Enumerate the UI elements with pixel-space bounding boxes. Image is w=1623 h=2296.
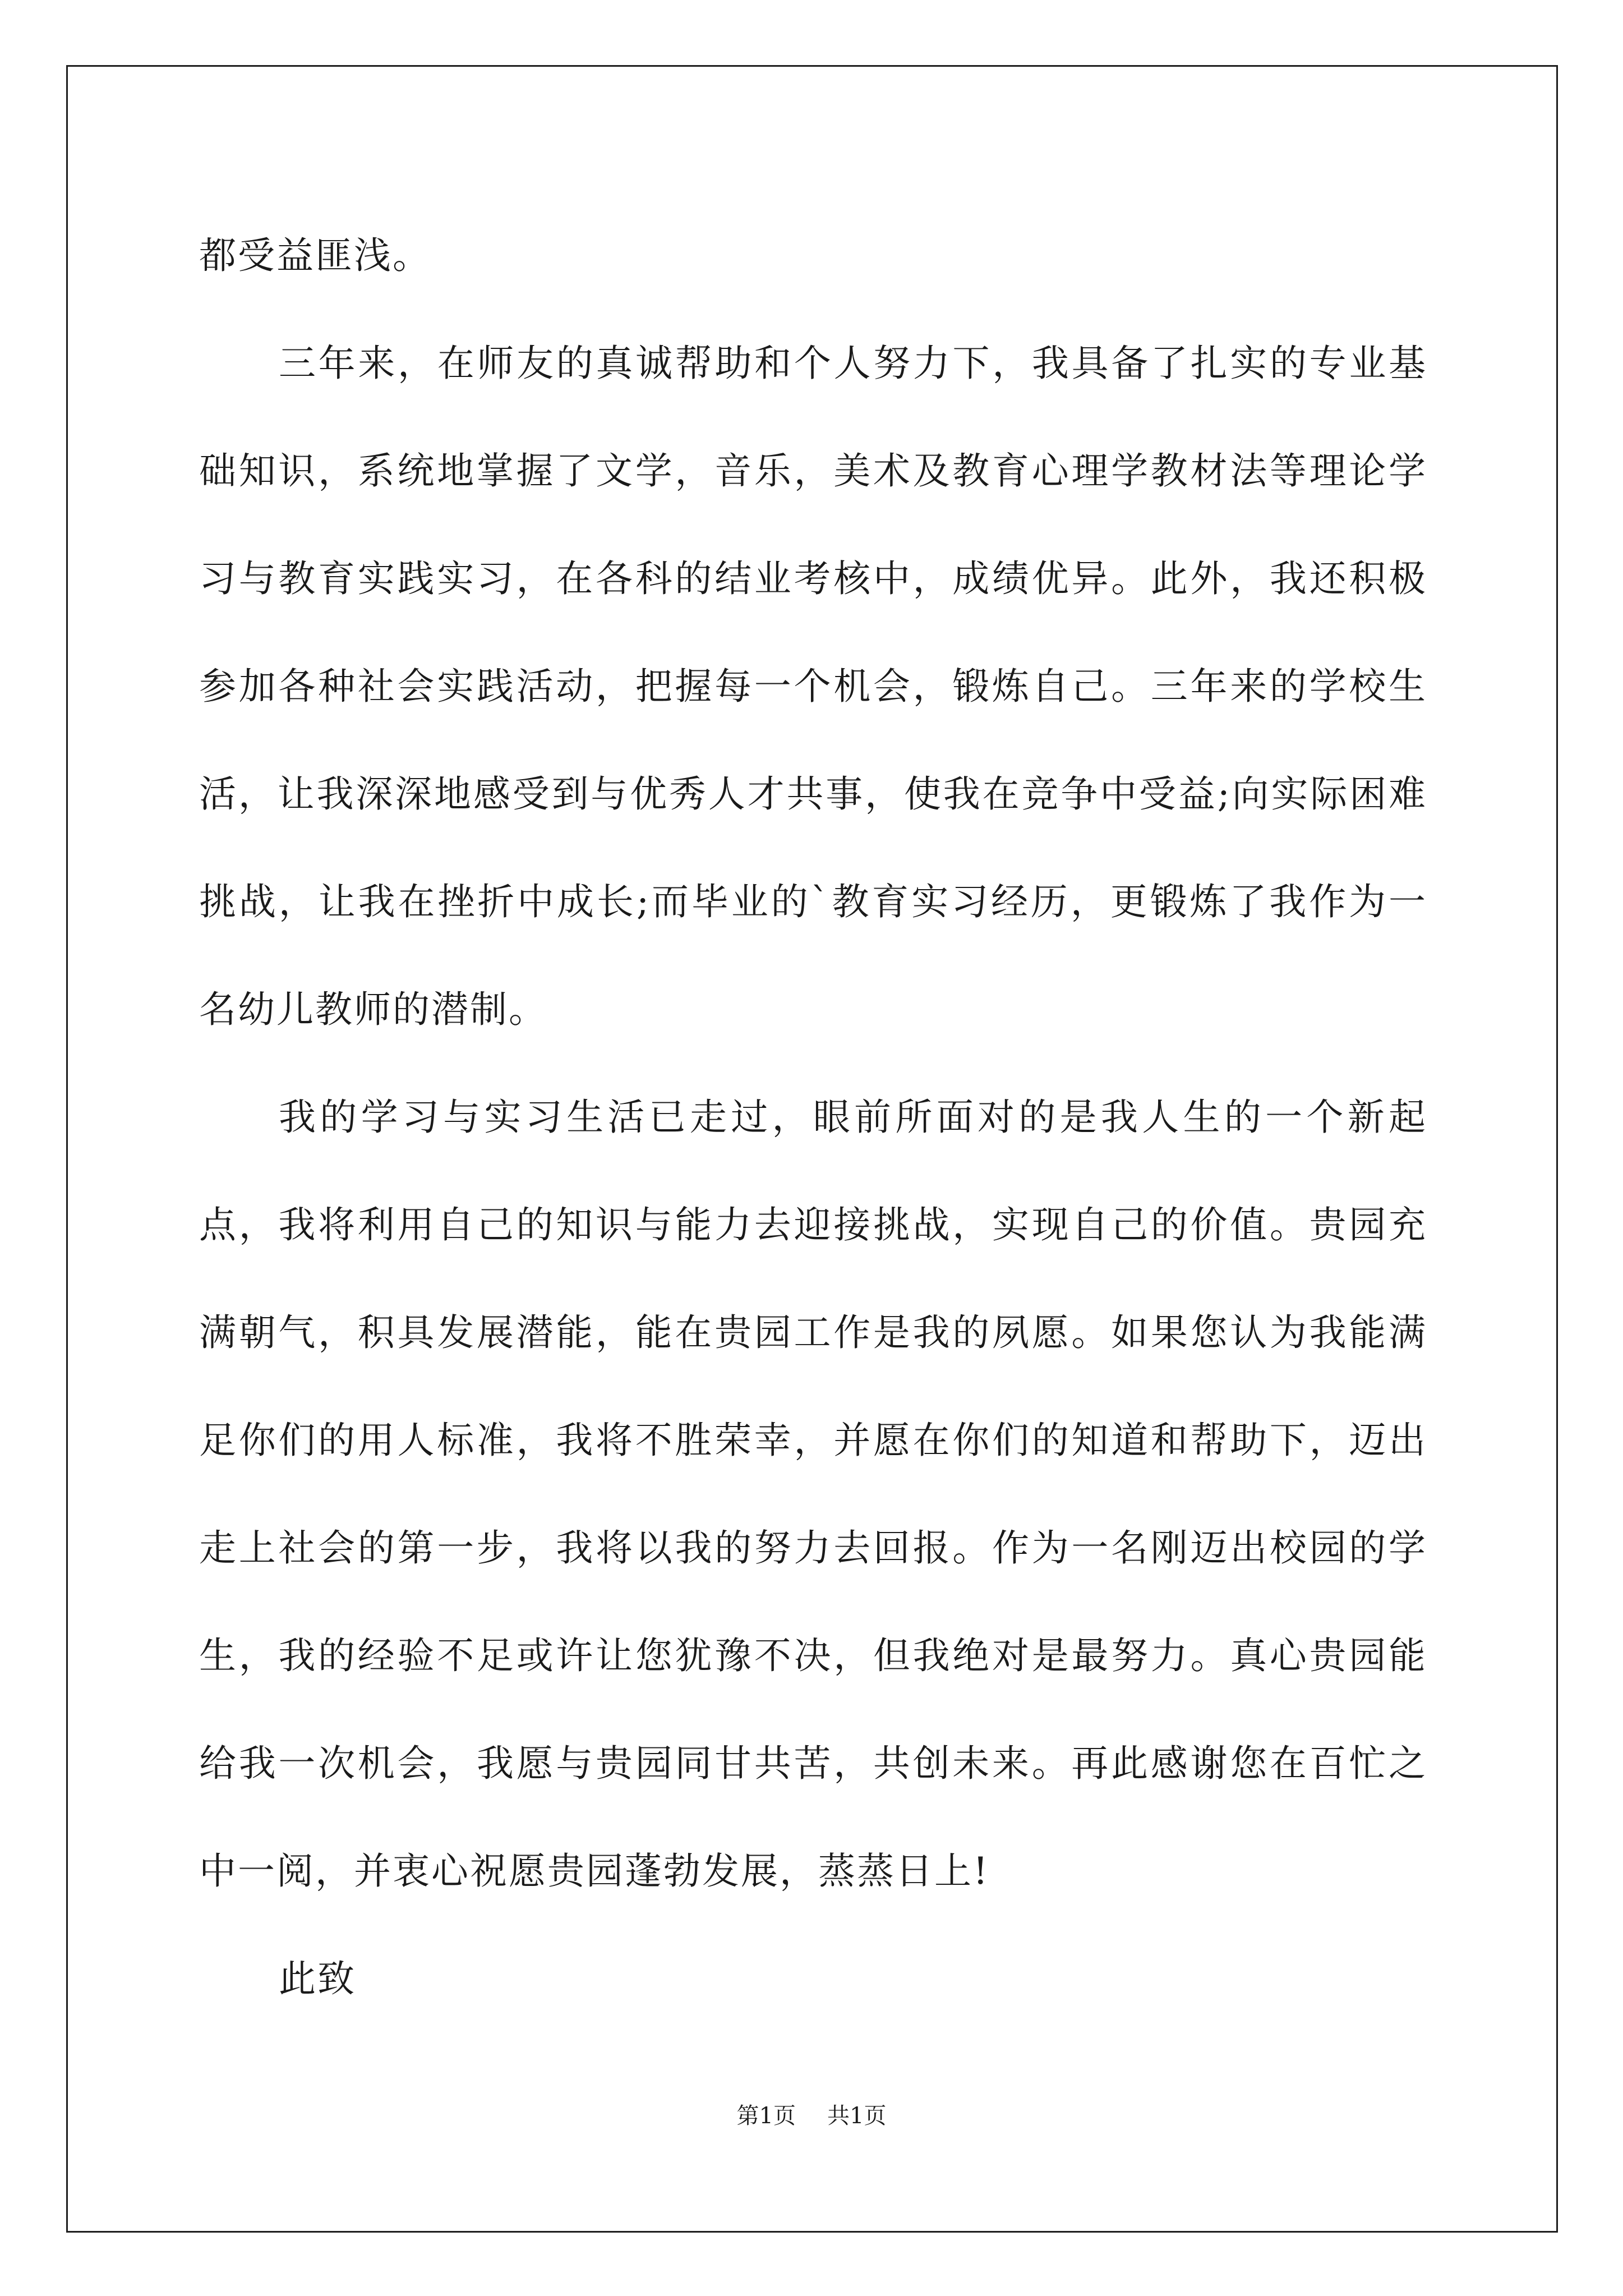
closing-salutation: 此致 — [279, 1957, 356, 2000]
paragraph-1: 都受益匪浅。 — [199, 234, 431, 277]
page-number-current: 第1页 — [736, 2103, 796, 2129]
paragraph-3: 我的学习与实习生活已走过，眼前所面对的是我人生的一个新起点，我将利用自己的知识与能力去迎接挑战，实现自己的价值。贵园充满朝气，积具发展潜能，能在贵园工作是我的夙愿。如果您认为我能满足你们的用人标准，我将不胜荣幸，并愿在你们的知道和帮助下，迈出走上社会的第一步，我将以我的努力去回报。作为一名刚迈出校园的学生，我的经验不足或许让您犹豫不决，但我绝对是最努力。真心贵园能给我一次机会，我愿与贵园同甘共苦，共创未来。再此感谢您在百忙之中一阅，并衷心祝愿贵园蓬勃发展，蒸蒸日上! — [199, 1096, 1427, 1893]
paragraph-2: 三年来，在师友的真诚帮助和个人努力下，我具备了扎实的专业基础知识，系统地掌握了文学，音乐，美术及教育心理学教材法等理论学习与教育实践实习，在各科的结业考核中，成绩优异。此外，我还积极参加各种社会实践活动，把握每一个机会，锻炼自己。三年来的学校生活，让我深深地感受到与优秀人才共事，使我在竞争中受益;向实际困难挑战，让我在挫折中成长;而毕业的`教育实习经历，更锻炼了我作为一名幼儿教师的潜制。 — [199, 342, 1427, 1031]
document-body — [199, 202, 1427, 2033]
page-number-total: 共1页 — [827, 2103, 887, 2129]
page-footer — [0, 2098, 1623, 2130]
